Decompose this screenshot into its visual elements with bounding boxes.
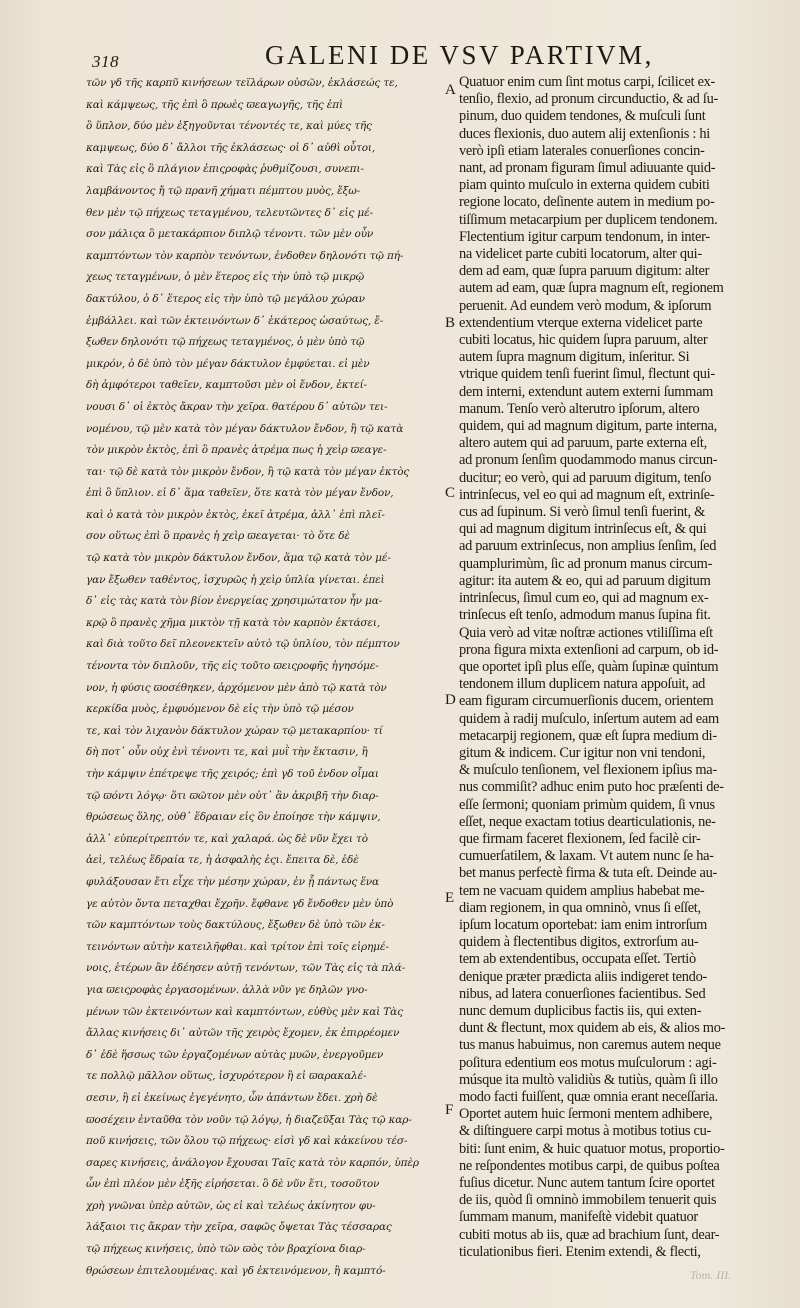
latin-text-line: eam figuram circumuerſionis ducem, orientem	[459, 693, 714, 710]
latin-text-line: altero autem qui ad paruum, parte externa eſt,	[459, 435, 707, 452]
latin-text-line: nant, ad pronam figuram ſimul adiuuante quid-	[459, 160, 716, 177]
latin-text-line: de iis, quòd ſi omninò immobilem tenuerit quis	[459, 1192, 717, 1209]
latin-text-line: autem ſupra magnum digitum, inſeritur. Si	[459, 349, 690, 366]
greek-text-line: ξωθεν δηλονότι τῷ πήχεως τεταγμένος, ὁ μὲν ὑπὸ τῷ	[86, 336, 365, 349]
latin-text-line: tenſio, flexio, ad pronum circunductio, & ad ſu-	[459, 91, 718, 108]
greek-text-line: νομένου, τῷ μὲν κατὰ τὸν μέγαν δάκτυλον ἔνδον, ἢ τῷ κατὰ	[86, 422, 404, 435]
latin-text-line: pinum, duo quidem tendones, & muſculi ſunt	[459, 108, 706, 125]
latin-text-line: quidem à flectentibus digitos, extrorſum au-	[459, 934, 699, 951]
latin-text-line: denique præter prædicta aliis indigeret tendo-	[459, 968, 707, 985]
latin-text-line: tem ne vacuam quidem amplius habebat me-	[459, 882, 705, 899]
greek-text-line: νουσι δ᾽ οἱ ἐκτὸς ἄκραν τὴν χεῖρα. θατέρου δ᾽ αὐτῶν τει-	[86, 400, 388, 413]
latin-text-line: cumuerſatilem, & laxam. Vt autem nunc ſe ha-	[459, 848, 714, 865]
latin-text-line: quidem, qui ad magnum digitum, parte interna,	[459, 418, 717, 435]
latin-text-line: diam regionem, in qua omninò, vnus ſi eſſet,	[459, 899, 701, 916]
latin-text-line: ipſum locatum oportebat: iam enim introrſum	[459, 916, 708, 933]
greek-text-line: ὧν ἐπὶ πλέον μὲν ἐξῆς εἰρήσεται. ὃ δὲ νῦν ἔτι, τοσοῦτον	[86, 1178, 380, 1191]
greek-text-line: δακτύλου, ὁ δ᾽ ἕτερος εἰς τὴν ὑπὸ τῷ μεγάλου χώραν	[86, 292, 365, 305]
latin-text-line: cus ad ſupinum. Si verò ſimul tenſi fuerint, &	[459, 504, 705, 521]
latin-text-line: metacarpij regionem, quæ eſt ſupra medium di-	[459, 727, 717, 744]
latin-text-line: regione locato, deſinente autem in medium po-	[459, 194, 715, 211]
greek-text-line: ὃ ὕπλον, δύο μὲν ἐξηγοῦνται τένοντές τε, καὶ μύες τῆς	[86, 120, 372, 133]
latin-text-line: eſſe ſermoni; quoniam primùm quidem, ſi vnus	[459, 796, 715, 813]
greek-text-line: νοις, ἑτέρων ἂν ἐδέησεν αὐτῇ τενόντων, τῶν Τὰς εἰς τὰ πλά-	[86, 962, 406, 975]
latin-text-line: cubiti locatus, hic quidem ſupra paruum, alter	[459, 332, 708, 349]
greek-text-line: καὶ ὁ κατὰ τὸν μικρὸν ἐκτὸς, ἐκεῖ ἀτρέμα, ἀλλ᾽ ἐπὶ πλεῖ-	[86, 508, 385, 521]
greek-text-line: ἐμβάλλει. καὶ τῶν ἐκτεινόντων δ᾽ ἑκάτερος ὡσαύτως, ἔ-	[86, 314, 384, 327]
greek-text-line: τε, καὶ τὸν λιχανὸν δάκτυλον χώραν τῷ μετακαρπίου· τί	[86, 724, 383, 737]
greek-text-line: τὴν κάμψιν ἐπέτρεψε τῆς χειρός; ἐπὶ γδ τοῦ ἐνδον οἶμαι	[86, 768, 379, 780]
greek-text-line: θεν μὲν τῷ πήχεως τεταγμένου, τελευτῶντες δ᾽ εἰς μέ-	[86, 206, 373, 219]
greek-text-column	[86, 73, 441, 1282]
latin-text-line: ſummam manum, manifeſtè videbit quatuor	[459, 1209, 698, 1226]
latin-text-line: ne reſpondentes motibus carpi, de quibus poſtea	[459, 1157, 720, 1174]
greek-text-line: τῷ κατὰ τὸν μικρὸν δάκτυλον ἔνδον, ἅμα τῷ κατὰ τὸν μέ-	[86, 552, 391, 565]
greek-text-line: σον οὕτως ἐπὶ ὃ πρανὲς ἡ χεὶρ ϖεαγεται· τὸ ὅτε δὲ	[86, 530, 350, 543]
latin-text-line: nibus, ad latera conuerſiones facientibus. Sed	[459, 985, 706, 1002]
latin-text-line: Quia verò ad vitæ noſtræ actiones vtiliſſima eſt	[459, 624, 713, 641]
latin-text-line: músque ita multò validiùs & tutiùs, quàm ſi illo	[459, 1071, 718, 1088]
latin-text-line: agitur: ita autem & eo, qui ad paruum digitum	[459, 572, 711, 589]
greek-text-line: ἀλλ᾽ εὐπερίτρεπτόν τε, καὶ χαλαρά. ὡς δὲ νῦν ἔχει τὸ	[86, 832, 368, 845]
latin-text-line: intrinſecus, ſimul cum eo, qui ad magnum ex-	[459, 590, 709, 607]
greek-text-line: ϖοσέχειν ἐνταῦθα τὸν νοῦν τῷ λόγῳ, ἡ διαζεῦξαι Τὰς τῷ καρ-	[86, 1113, 412, 1126]
latin-text-line: nunc demum duplicibus factis iis, qui exten-	[459, 1002, 702, 1019]
latin-text-line: verò ipſi etiam laterales conuerſiones concin-	[459, 142, 705, 159]
margin-letter-f: F	[445, 1102, 454, 1118]
latin-text-line: bet manus perfectè firma & tuta eſt. Deinde au-	[459, 865, 718, 882]
latin-text-line: prona figura mixta extenſioni ad carpum, ob id-	[459, 641, 719, 658]
greek-text-line: λαμβάνοντος ἤ τῷ πρανῆ χήματι πέμπτου μυὸς, ἔξω-	[86, 184, 361, 197]
latin-text-line: tiſſimum metacarpium per duplicem tendonem.	[459, 211, 718, 228]
greek-text-line: θρώσεων ἐπιτελουμένας. καὶ γδ ἐκτεινόμενον, ἢ καμπτό-	[86, 1264, 386, 1277]
greek-text-line: δ᾽ ἐδὲ ἥσσως τῶν ἐργαζομένων αὐτὰς μυῶν, ἐνεργοῦμεν	[86, 1048, 384, 1061]
latin-text-line: dem interni, extendunt autem externi ſummam	[459, 383, 714, 400]
greek-text-line: τένοντα τὸν διπλοῦν, τῆς εἰς τοῦτο ϖειςροφῆς ἡγησόμε-	[86, 660, 379, 673]
margin-letter-a: A	[445, 82, 456, 98]
greek-text-line: ἄλλας κινήσεις δι᾽ αὐτῶν τῆς χειρὸς ἔχομεν, ἐκ ἐπιρρέομεν	[86, 1027, 400, 1040]
latin-text-line: modo facti fuiſſent, quæ omnia erant neceſſaria.	[459, 1088, 718, 1105]
latin-text-line: dunt & flectunt, mox quidem ab eis, & alios mo-	[459, 1020, 726, 1037]
greek-text-line: κερκίδα μυὸς, ἐμφυόμενον δὲ εἰς τὴν ὑπὸ τῷ μέσον	[86, 703, 354, 716]
greek-text-line: τε πολλῷ μᾶλλον οὕτως, ἰσχυρότερον ἢ εἰ ϖαρακαλέ-	[86, 1070, 367, 1083]
latin-text-line: tendonem illum duplicem natura appoſuit, ad	[459, 676, 706, 693]
greek-text-line: ἐπὶ ὃ ὕπλιον. εἰ δ᾽ ἅμα ταθεῖεν, ὅτε κατὰ τὸν μέγαν ἔνδον,	[86, 487, 394, 500]
latin-text-line: cubiti motus ab iis, quæ ad brachium ſunt, dear-	[459, 1226, 720, 1243]
greek-text-line: δὴ ποτ᾽ οὖν οὐχ ἑνὶ τένοντι τε, καὶ μυῒ τὴν ἔκτασιν, ἢ	[86, 746, 368, 759]
latin-text-line: ad pronum ſenſim quodammodo manus circun-	[459, 452, 718, 469]
greek-text-line: σεσιν, ἢ εἰ ἐκείνως ἐγεγένητο, ὧν ἁπάντων ἔδει. χρὴ δὲ	[86, 1091, 378, 1104]
greek-text-line: χρὴ γνῶναι ὑπὲρ αὐτῶν, ὡς εἰ καὶ τελέως ἀκίνητον φυ-	[86, 1199, 376, 1212]
latin-text-line: peruenit. Ad eundem verò modum, & ipſorum	[459, 297, 712, 314]
latin-text-line: que firmam faceret flexionem, ſed facilè cir-	[459, 830, 701, 847]
greek-text-line: τῶν καμπτόντων τοὺς δακτύλους, ἔξωθεν δὲ ὑπὸ τῶν ἐκ-	[86, 919, 385, 932]
latin-text-line: Quatuor enim cum ſint motus carpi, ſcilicet ex-	[459, 74, 716, 90]
greek-text-line: μικρόν, ὁ δὲ ὑπὸ τὸν μέγαν δάκτυλον ἐμφύεται. εἰ μὲν	[86, 357, 370, 370]
greek-text-line: καμπτόντων τὸν καρπὸν τενόντων, ἐνδοθεν δηλονότι τῷ πή-	[86, 249, 404, 262]
latin-text-line: Flectentium igitur carpum tendonum, in inter-	[459, 228, 710, 245]
greek-text-line: καμψεως, δύο δ᾽ ἄλλοι τῆς ἐκλάσεως· οἱ δ᾽ αὐθὶ οὗτοι,	[86, 141, 376, 154]
latin-text-line: gitum & indicem. Cur igitur non vni tendoni,	[459, 744, 706, 761]
greek-text-line: κρῷ ὃ πρανὲς χῆμα μικτὸν τῇ κατὰ τὸν καρπὸν ἐκτάσει,	[86, 616, 381, 629]
latin-text-line: poſitura edentium eos motus muſculorum : agi-	[459, 1054, 717, 1071]
greek-text-line: τὸν μικρὸν ἐκτὸς, ἐπὶ ὃ πρανὲς ἀτρέμα πως ἡ χεὶρ ϖεαγε-	[86, 444, 387, 457]
latin-text-line: intrinſecus, vel eo qui ad magnum eſt, extrinſe-	[459, 486, 715, 503]
latin-text-line: extendentium vterque externa videlicet parte	[459, 314, 703, 331]
greek-text-line: μένων τῶν ἐκτεινόντων καὶ καμπτόντων, εὐθὺς μὲν καὶ Τὰς	[86, 1005, 403, 1018]
greek-text-line: τεινόντων αὐτὴν κατειλῆφθαι. καὶ τρίτον ἐπὶ τοῖς εἰρημέ-	[86, 940, 389, 953]
greek-text-line: φυλάξουσαν ἔτι εἶχε τὴν μέσην χώραν, ἐν ᾗ πάντως ἕνα	[86, 875, 379, 888]
greek-text-line: ἀεὶ, τελέως ἕδραία τε, ἡ ἀσφαλὴς ἐςι. ἔπειτα δὲ, ἐδὲ	[86, 854, 359, 867]
latin-text-column	[459, 74, 759, 1261]
latin-text-line: piam quinto muſculo in externa quidem cubiti	[459, 177, 710, 194]
margin-letter-b: B	[445, 315, 456, 331]
greek-text-line: καὶ διὰ τοῦτο δεῖ πλεονεκτεῖν αὐτὸ τῷ ὑπλίου, τὸν πέμπτον	[86, 638, 400, 651]
latin-text-line: que oportet ipſi plus eſſe, quàm ſupinæ quintum	[459, 658, 719, 675]
greek-text-line: για ϖειςροφὰς ἐργασομένων. ἀλλὰ νῦν γε δηλῶν γνο-	[86, 983, 368, 996]
latin-text-line: nus commiſit? adhuc enim puto hoc præſenti de-	[459, 779, 724, 796]
latin-text-line: biti: ſunt enim, & huic quatuor motus, proportio-	[459, 1140, 725, 1157]
latin-text-line: vtrique quidem tenſi fuerint ſimul, flectunt qui-	[459, 366, 715, 383]
latin-text-line: trinſecus eſt tenſo, admodum manus ſupina fit.	[459, 607, 711, 624]
latin-text-line: duces flexionis, duo autem alij extenſionis : hi	[459, 125, 710, 142]
greek-text-line: τῷ πήχεως κινήσεις, ὑπὸ τῶν ϖὸς τὸν βραχίονα διαρ-	[86, 1243, 366, 1256]
greek-text-line: ται· τῷ δὲ κατὰ τὸν μικρὸν ἔνδον, ἢ τῷ κατὰ τὸν μέγαν ἐκτὸς	[86, 465, 410, 478]
latin-text-line: na videlicet parte cubiti locatorum, alter qui-	[459, 246, 702, 263]
latin-text-line: manum. Tenſo verò alterutro ipſorum, altero	[459, 400, 700, 417]
margin-letter-d: D	[445, 692, 456, 708]
latin-text-line: tem ab extendentibus, occupata eſſet. Tertiò	[459, 951, 696, 968]
page-number: 318	[92, 52, 119, 71]
greek-text-line: δὴ ἀμφότεροι ταθεῖεν, καμπτοῦσι μὲν οἱ ἔνδον, ἐκτεί-	[86, 379, 367, 392]
greek-text-line: γε αὐτὸν ὄντα πεταχθαι ἔχρῆν. ἔφθανε γδ ἔνδοθεν μὲν ὑπὸ	[86, 897, 394, 910]
margin-letter-e: E	[445, 890, 455, 906]
greek-text-line: ποῦ κινήσεις, τῶν ὅλου τῷ πήχεως· εἰσὶ γδ καὶ κἀκείνου τέσ-	[86, 1135, 408, 1148]
latin-text-line: eſſet, neque exactam totius dearticulationis, ne-	[459, 813, 716, 830]
latin-text-line: autem ad eam, quæ ſupra magnum eſt, regionem	[459, 280, 724, 297]
latin-text-line: ducitur; eo verò, qui ad paruum digitum, tenſo	[459, 469, 711, 486]
latin-text-line: ad paruum extrinſecus, non amplius ſenſim, ſed	[459, 538, 717, 555]
latin-text-line: qui ad magnum digitum intrinſecus eſt, & qui	[459, 521, 707, 538]
faint-bleed-through-mark: Tom. III.	[690, 1268, 732, 1282]
greek-text-line: δ᾽ εἰς τὰς κατὰ τὸν βίον ἐνεργείας χρησιμώτατον ἦν μα-	[86, 595, 383, 608]
greek-text-line: τῷ ϖόντι λόγῳ· ὅτι ϖῶτον μὲν οὐτ᾽ ἂν ἀκριβῆ τὴν διαρ-	[86, 789, 379, 802]
margin-letter-c: C	[445, 485, 456, 501]
latin-text-line: & muſculo tenſionem, vel flexionem ipſius ma-	[459, 762, 717, 779]
latin-text-line: dem ad eam, quæ ſupra paruum digitum: alter	[459, 263, 710, 280]
greek-text-line: καὶ κάμψεως, τῆς ἐπὶ ὃ πρωὲς ϖεαγωγῆς, τῆς ἐπὶ	[86, 98, 343, 111]
greek-text-line: θρώσεως ὅλης, οὐθ᾽ ἕδραιαν εἰς ὃν ἐποίησε τὴν κάμψιν,	[86, 811, 381, 824]
latin-text-line: quidem à radij muſculo, inſertum autem ad eam	[459, 710, 719, 727]
latin-text-line: ticulationibus fieri. Etenim extendi, & flecti,	[459, 1243, 701, 1260]
latin-text-line: & diſtinguere carpi motus à motibus totius cu-	[459, 1123, 711, 1140]
greek-text-line: καὶ Τὰς εἰς ὃ πλάγιον ἐπιςροφὰς ῥυθμίζουσι, συνεπι-	[86, 163, 364, 176]
greek-text-line: σον μάλιςα ὃ μετακάρπιον διπλῷ τένοντι. τῶν μὲν οὖν	[86, 228, 374, 241]
greek-text-line: νον, ἡ φύσις ϖοσέθηκεν, ἀρχόμενον μὲν ἀπὸ τῷ κατὰ τὸν	[86, 681, 387, 694]
greek-text-line: χεως τεταγμένων, ὁ μὲν ἕτερος εἰς τὴν ὑπὸ τῷ μικρῷ	[86, 271, 364, 284]
latin-text-line: fuſius dicetur. Nunc autem tantum ſcire oportet	[459, 1175, 715, 1191]
greek-text-line: γαν ἔξωθεν ταθέντος, ἰσχυρῶς ἡ χεὶρ ὑπλία γίνεται. ἐπεὶ	[86, 573, 385, 586]
latin-text-line: Oportet autem huic ſermoni mentem adhibere,	[459, 1106, 713, 1123]
greek-text-line: σαρες κινήσεις, ἀνάλογον ἔχουσαι Ταῖς κατὰ τὸν καρπόν, ὑπὲρ	[86, 1156, 419, 1169]
greek-text-line: λάξαιοι τις ἄκραν τὴν χεῖρα, σαφῶς ὄψεται Τὰς τέσσαρας	[86, 1221, 392, 1234]
latin-text-line: tus manus habuimus, non caremus autem neque	[459, 1037, 721, 1054]
greek-text-line: τῶν γδ τῆς καρπῦ κινήσεων τεϊλάρων οὐσῶν, ἐκλάσεώς τε,	[86, 77, 398, 89]
latin-text-line: quamplurimùm, ſic ad pronum manus circum-	[459, 555, 713, 572]
running-head: GALENI DE VSV PARTIVM,	[265, 40, 654, 70]
